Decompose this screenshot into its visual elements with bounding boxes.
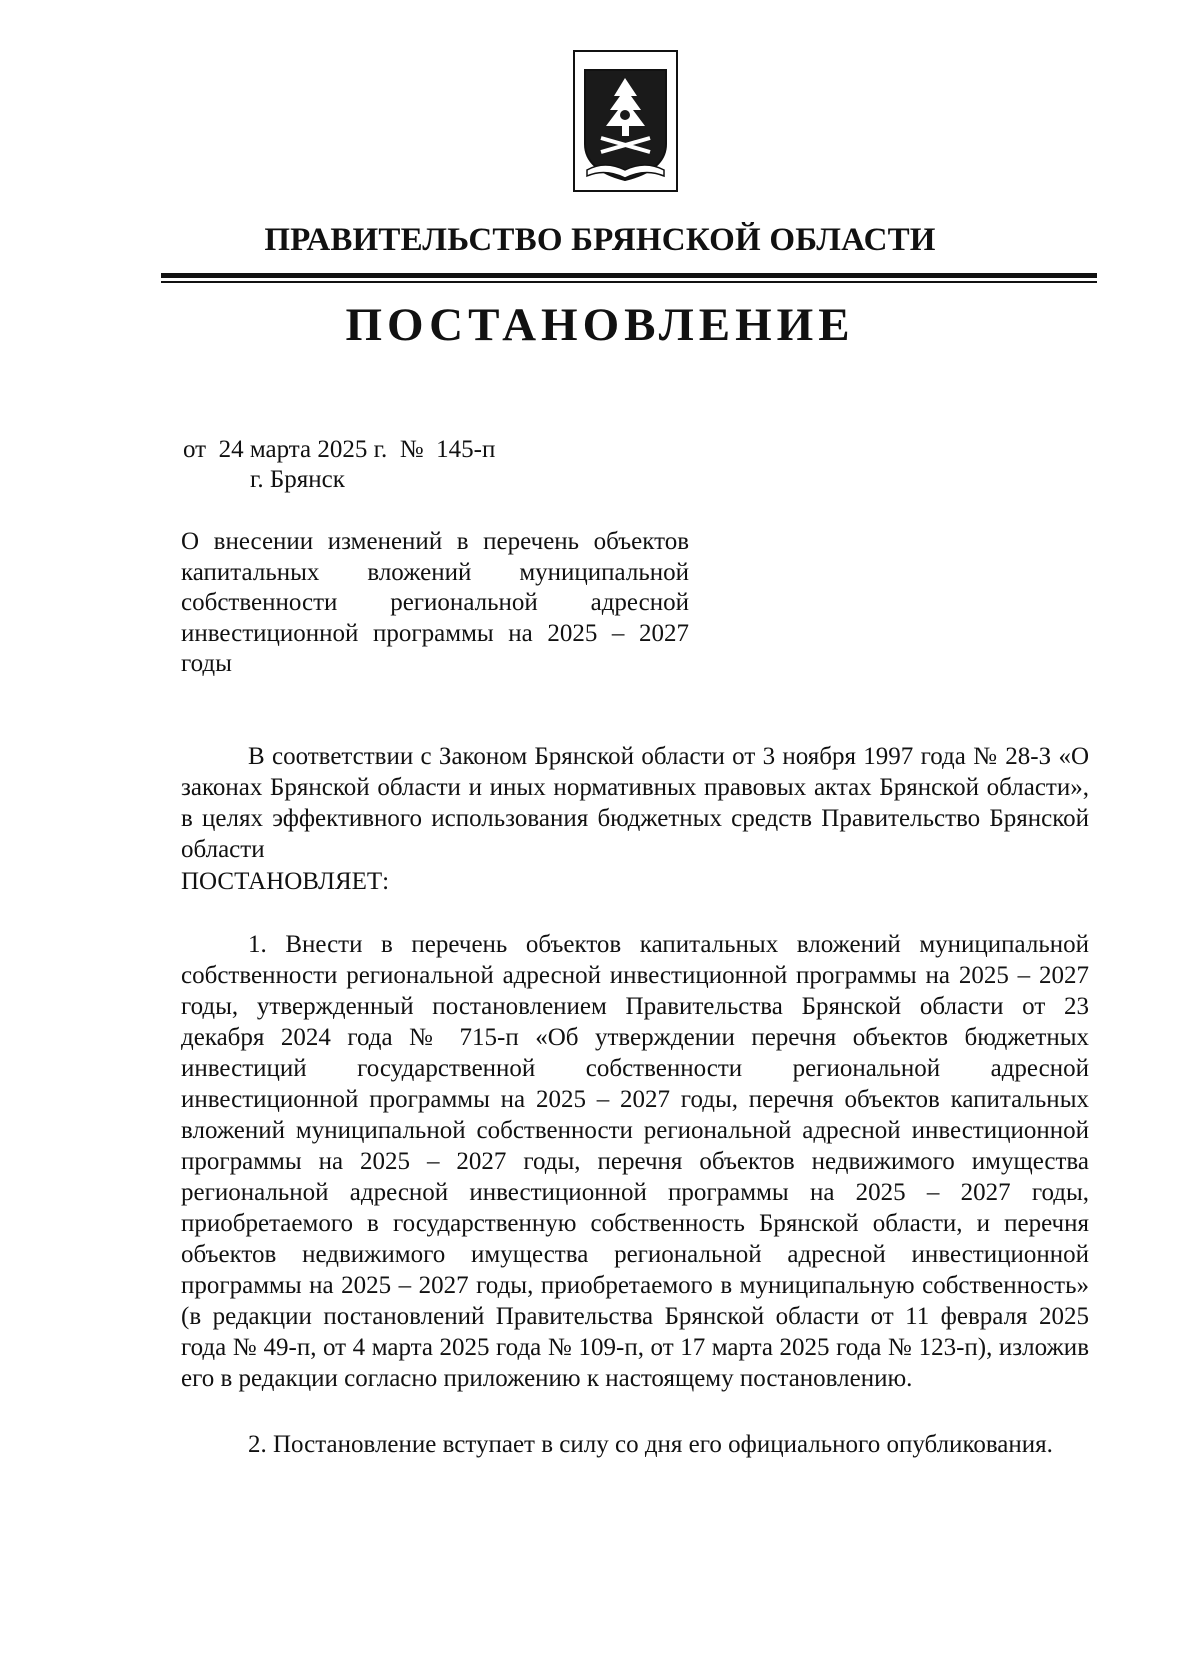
item-2-text: 2. Постановление вступает в силу со дня его официального опубликования. <box>248 1431 1053 1458</box>
resolves-heading: ПОСТАНОВЛЯЕТ: <box>181 868 390 895</box>
item-2-paragraph <box>181 1429 1089 1460</box>
intro-paragraph <box>181 741 1089 865</box>
document-dateline: от 24 марта 2025 г. № 145-п <box>183 436 496 463</box>
organization-title: ПРАВИТЕЛЬСТВО БРЯНСКОЙ ОБЛАСТИ <box>264 222 936 258</box>
intro-text: В соответствии с Законом Брянской области от 3 ноября 1997 года № 28-З «О законах Брянской области и иных нормативных правовых актах Брянской области», в целях эффективного использования бюджетных средств Правительство Брянской области <box>181 743 1089 863</box>
header-rule-thick <box>161 273 1097 278</box>
document-type-title: ПОСТАНОВЛЕНИЕ <box>345 299 855 351</box>
header-rule-thin <box>161 281 1097 283</box>
item-1-paragraph <box>181 929 1089 1394</box>
document-city: г. Брянск <box>250 466 345 493</box>
document-subject: О внесении изменений в перечень объектов капитальных вложений муниципальной собственности региональной адресной инвестиционной программы на 2025 – 2027 годы <box>181 528 689 677</box>
bryansk-coat-of-arms-icon <box>573 50 678 192</box>
item-1-text: 1. Внести в перечень объектов капитальных вложений муниципальной собственности региональной адресной инвестиционной программы на 2025 – 2027 годы, утвержденный постановлением Правительства Брянской области от 23 декабря 2024 года № 715-п «Об утверждении перечня объектов бюджетных инвестиций государственной собственности региональной адресной инвестиционной программы на 2025 – 2027 годы, перечня объектов капитальных вложений муниципальной собственности региональной адресной инвестиционной программы на 2025 – 2027 годы, перечня объектов недвижимого имущества региональной адресной инвестиционной программы на 2025 – 2027 годы, приобретаемого в государственную собственность Брянской области, и перечня объектов недвижимого имущества региональной адресной инвестиционной программы на 2025 – 2027 годы, приобретаемого в муниципальную собственность» (в редакции постановлений Правительства Брянской области от 11 февраля 2025 года № 49-п, от 4 марта 2025 года № 109-п, от 17 марта 2025 года № 123-п), изложив его в редакции согласно приложению к настоящему постановлению. <box>181 931 1089 1392</box>
